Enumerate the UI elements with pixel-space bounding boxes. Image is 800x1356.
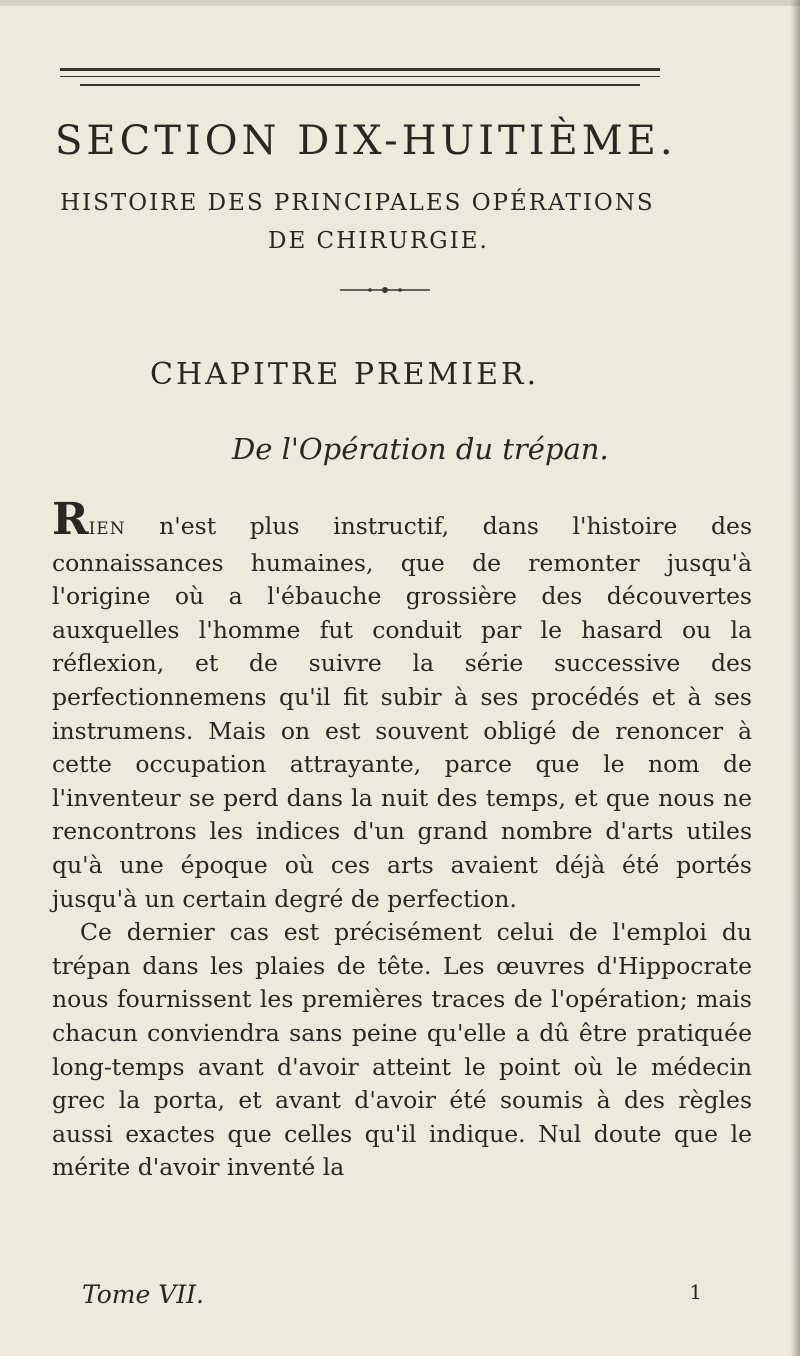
paragraph-1-text: n'est plus instructif, dans l'histoire des connaissances humaines, que de remonter jusqu'à l'origine où a l'ébauche grossière des découvertes auxquelles l'homme fut conduit par le hasard ou la réflexion, et de suivre la série successive des perfectionnemens qu'il fit subir à ses procédés et à ses instrumens. Mais on est souvent obligé de renoncer à cette occupation attrayante, parce que le nom de l'inventeur se perd dans la nuit des temps, et que nous ne rencontrons les indices d'un grand nombre d'arts utiles qu'à une époque où ces arts avaient déjà été portés jusqu'à un certain degré de perfection. [52, 512, 752, 913]
paragraph-1 [52, 494, 752, 916]
header-rule-thin [60, 76, 660, 77]
header-rule-thick [60, 68, 660, 71]
paragraph-2: Ce dernier cas est précisément celui de l'emploi du trépan dans les plaies de tête. Les œuvres d'Hippocrate nous fournissent les premières traces de l'opération; mais chacun conviendra sans peine qu'elle a dû être pratiquée long-temps avant d'avoir atteint le point où le médecin grec la porta, et avant d'avoir été soumis à des règles aussi exactes que celles qu'il indique. Nul doute que le mérite d'avoir inventé la [52, 918, 752, 1182]
page-top-edge [0, 0, 800, 6]
chapter-subtitle: De l'Opération du trépan. [232, 432, 609, 466]
header-rule-lower [80, 84, 640, 86]
body-text [52, 494, 752, 1185]
footer-volume: Tome VII. [82, 1280, 204, 1309]
chapter-title: CHAPITRE PREMIER. [150, 357, 540, 392]
paragraph-1-smallcaps: IEN [88, 519, 126, 539]
page-edge-shadow [790, 0, 800, 1356]
section-subtitle-line2: DE CHIRURGIE. [268, 228, 489, 254]
section-title: SECTION DIX-HUITIÈME. [55, 118, 677, 164]
section-subtitle-line1: HISTOIRE DES PRINCIPALES OPÉRATIONS [60, 190, 655, 216]
dropcap-letter: R [52, 494, 89, 545]
footer-signature: 1 [689, 1280, 702, 1304]
ornament-divider-icon [340, 285, 430, 295]
page-footer [82, 1280, 702, 1309]
